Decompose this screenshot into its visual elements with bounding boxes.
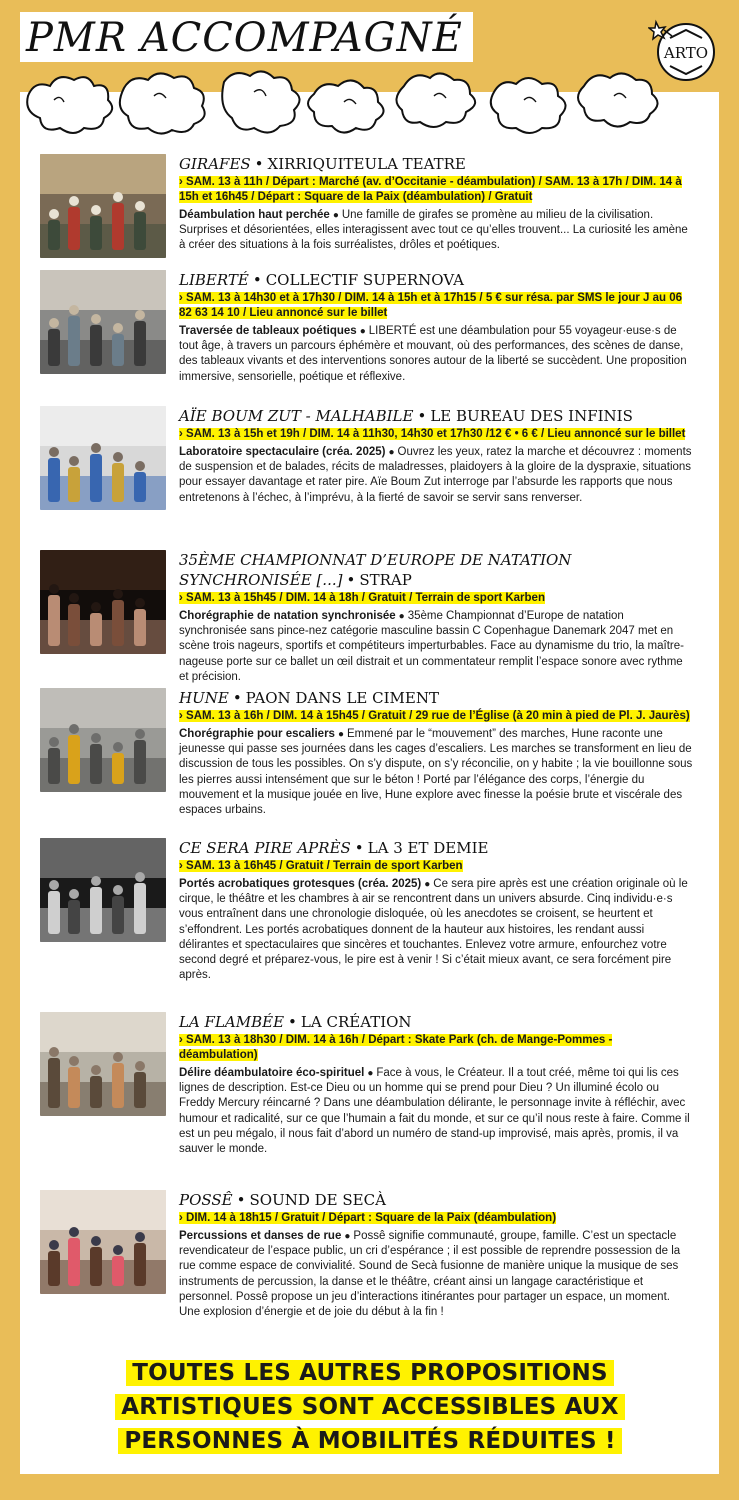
footer-line-3: PERSONNES À MOBILITÉS RÉDUITES ! — [118, 1428, 621, 1454]
event-photo — [40, 270, 166, 374]
event-description — [179, 609, 694, 685]
footer-line-1: TOUTES LES AUTRES PROPOSITIONS — [126, 1360, 614, 1386]
schedule-text: › SAM. 13 à 14h30 et à 17h30 / DIM. 14 à 15h et à 17h15 / 5 € sur résa. par SMS le jour J au 06 82 63 14 10 / Lieu annoncé sur le billet — [179, 292, 683, 319]
company-name: PAON DANS LE CIMENT — [245, 689, 439, 707]
event-text — [179, 154, 694, 254]
logo-text: ARTO — [663, 44, 709, 62]
schedule-text: › SAM. 13 à 18h30 / DIM. 14 à 16h / Départ : Skate Park (ch. de Mange-Pommes - déambulation) — [179, 1034, 613, 1061]
show-title: POSSÊ — [179, 1191, 233, 1209]
event-title — [179, 838, 694, 858]
description-text: Une famille de girafes se promène au milieu de la civilisation. Surprises et désorientées, elles interagissent avec tout ce qu’elles trouvent... La curiosité les amène à créer des situations à la fois surréalistes, drôles et poétiques. — [179, 209, 688, 252]
event-photo — [40, 688, 166, 792]
event-schedule — [179, 291, 694, 321]
event-schedule — [179, 709, 694, 724]
event-photo — [40, 1190, 166, 1294]
bullet-icon: ● — [344, 1231, 351, 1242]
event-title — [179, 1190, 694, 1210]
event-text — [179, 688, 694, 818]
title-separator: • — [254, 155, 264, 173]
bullet-icon: ● — [367, 1068, 374, 1079]
event-kind: Délire déambulatoire éco-spirituel — [179, 1067, 365, 1079]
arto-logo — [648, 16, 720, 88]
event-schedule — [179, 591, 694, 606]
show-title: HUNE — [179, 689, 229, 707]
schedule-text: › SAM. 13 à 15h et 19h / DIM. 14 à 11h30, 14h30 et 17h30 /12 € • 6 € / Lieu annoncé sur le billet — [179, 428, 686, 440]
event-kind: Traversée de tableaux poétiques — [179, 325, 357, 337]
event-schedule — [179, 859, 694, 874]
title-separator: • — [232, 689, 242, 707]
event-title — [179, 1012, 694, 1032]
company-name: LE BUREAU DES INFINIS — [430, 407, 633, 425]
company-name: STRAP — [359, 571, 412, 589]
event-schedule — [179, 427, 694, 442]
bullet-icon: ● — [337, 729, 344, 740]
schedule-text: › SAM. 13 à 11h / Départ : Marché (av. d’Occitanie - déambulation) / SAM. 13 à 17h / DIM. 14 à 15h et 16h45 / Départ : Square de la Paix (déambulation) / Gratuit — [179, 176, 682, 203]
company-name: XIRRIQUITEULA TEATRE — [267, 155, 466, 173]
company-name: SOUND DE SECÀ — [249, 1191, 386, 1209]
event-description — [179, 1229, 694, 1320]
event-photo — [40, 1012, 166, 1116]
description-text: Face à vous, le Créateur. Il a tout créé, même toi qui lis ces lignes de description. Est-ce Dieu ou un homme qui se prend pour Dieu ? Un illuminé écolo ou Freddy Mercury réincarné ? Dans une déambulation délirante, le personnage invite à réfléchir, avec humour et radicalité, sur ce que l’humain a fait du monde, et sur ce qu’il nous reste à faire. Comme il est un peu mégalo, il nous fait d’abord un numéro de stand-up improvisé, mais après, promis, il va sauver le monde. — [179, 1067, 690, 1156]
event-description — [179, 877, 694, 983]
title-separator: • — [417, 407, 427, 425]
bullet-icon: ● — [398, 611, 405, 622]
event-kind: Chorégraphie de natation synchronisée — [179, 610, 396, 622]
event-kind: Déambulation haut perchée — [179, 209, 330, 221]
show-title: CE SERA PIRE APRÈS — [179, 839, 351, 857]
event-photo — [40, 406, 166, 510]
event-kind: Percussions et danses de rue — [179, 1230, 342, 1242]
event-description — [179, 324, 694, 385]
event-photo — [40, 154, 166, 258]
title-separator: • — [346, 571, 356, 589]
event-title — [179, 550, 694, 590]
show-title: LA FLAMBÉE — [179, 1013, 285, 1031]
event-description — [179, 1066, 694, 1157]
event-text — [179, 838, 694, 983]
event-kind: Portés acrobatiques grotesques (créa. 2025) — [179, 878, 422, 890]
bullet-icon: ● — [388, 447, 395, 458]
event-title — [179, 406, 694, 426]
show-title: GIRAFES — [179, 155, 251, 173]
bullet-icon: ● — [424, 879, 431, 890]
company-name: COLLECTIF SUPERNOVA — [265, 271, 464, 289]
description-text: Emmené par le “mouvement” des marches, Hune raconte une jeunesse qui passe ses journées dans les cages d’escaliers. Les marches se transforment en lieu de discussion de tous les possibles. On s’y dispute, on s’y réconcilie, on y habite ; la vie bouillonne sous les pierres aussi intensément que sur le béton ! Porté par l’élégance des corps, l’énergie du mouvement et la musique jouée en live, Hune explore avec finesse la poésie brute et viscérale des espaces urbains. — [179, 728, 693, 817]
event-description — [179, 445, 694, 506]
title-separator: • — [354, 839, 364, 857]
event-title — [179, 154, 694, 174]
event-text — [179, 270, 694, 385]
bullet-icon: ● — [332, 210, 339, 221]
company-name: LA CRÉATION — [300, 1013, 412, 1031]
event-text — [179, 406, 694, 506]
event-photo — [40, 838, 166, 942]
description-text: Possê signifie communauté, groupe, famille. C’est un spectacle revendicateur de l’espace public, un cri d’espérance ; il est possible de reprendre possession de la rue comme espace de convivialité. Sound de Secà fusionne de manière unique la musique de ses instruments de percussion, la danse et le théâtre, créant ainsi un langage caractéristique et personnel. Possê propose un jeu d’interactions itinérantes pour partager un espace, un moment. Une explosion d’énergie et de joie du début à la fin ! — [179, 1230, 681, 1319]
event-schedule — [179, 175, 694, 205]
event-title — [179, 688, 694, 708]
event-description — [179, 727, 694, 818]
event-text — [179, 1012, 694, 1157]
footer-line-2: ARTISTIQUES SONT ACCESSIBLES AUX — [115, 1394, 624, 1420]
event-schedule — [179, 1211, 694, 1226]
schedule-text: › SAM. 13 à 16h45 / Gratuit / Terrain de sport Karben — [179, 860, 463, 872]
description-text: Ce sera pire après est une création originale où le cirque, le théâtre et les chambres à air se rencontrent dans un univers absurde. Cinq individu·e·s vous entraînent dans une chronologie disloquée, où les anecdotes se croisent, se heurtent et s’effondrent. Les portés acrobatiques donnent de la hauteur aux histoires, les rendant aussi délirantes et spectaculaires que sincères et touchantes. Enlevez votre armure, enfourchez votre second degré et préparez-vous, le pire est à venir ! Si c’était mieux avant, ce sera forcément pire après. — [179, 878, 688, 982]
show-title: AÏE BOUM ZUT - MALHABILE — [179, 407, 414, 425]
show-title: 35ÈME CHAMPIONNAT D’EUROPE DE NATATION SYNCHRONISÉE [...] — [179, 551, 572, 589]
title-separator: • — [252, 271, 262, 289]
accessibility-footer — [60, 1356, 680, 1458]
event-text — [179, 1190, 694, 1320]
event-description — [179, 208, 694, 254]
schedule-text: › SAM. 13 à 16h / DIM. 14 à 15h45 / Gratuit / 29 rue de l’Église (à 20 min à pied de Pl. J. Jaurès) — [179, 710, 690, 722]
decorative-clouds — [24, 56, 704, 146]
description-text: LIBERTÉ est une déambulation pour 55 voyageur·euse·s de tout âge, à travers un parcours éphémère et mouvant, où des performances, des scènes de danse, des tableaux vivants et des interventions sonores autour de la liberté se succèdent. Une proposition immersive, sensorielle, poétique et réflexive. — [179, 325, 687, 383]
schedule-text: › SAM. 13 à 15h45 / DIM. 14 à 18h / Gratuit / Terrain de sport Karben — [179, 592, 545, 604]
company-name: LA 3 ET DEMIE — [367, 839, 489, 857]
event-text — [179, 550, 694, 685]
show-title: LIBERTÉ — [179, 271, 249, 289]
title-separator: • — [236, 1191, 246, 1209]
event-photo — [40, 550, 166, 654]
event-title — [179, 270, 694, 290]
event-schedule — [179, 1033, 694, 1063]
schedule-text: › DIM. 14 à 18h15 / Gratuit / Départ : Square de la Paix (déambulation) — [179, 1212, 557, 1224]
description-text: 35ème Championnat d’Europe de natation synchronisée sans pince-nez catégorie masculine bassin C Copenhague Danemark 2047 met en scène trois nageurs, sportifs et compétiteurs imperturbables. Face au dynamisme du trio, la maître-nageuse porte sur ce ballet un œil distrait et un commentateur remplit l’espace sonore avec rythme et précision. — [179, 610, 684, 683]
event-kind: Laboratoire spectaculaire (créa. 2025) — [179, 446, 386, 458]
event-kind: Chorégraphie pour escaliers — [179, 728, 335, 740]
description-text: Ouvrez les yeux, ratez la marche et découvrez : moments de suspension et de balades, récits de maladresses, plaidoyers à la gloire de la dyspraxie, situations pour essayer davantage et rater pire. Aïe Boum Zut interroge par l’absurde les rapports que nous entretenons à l’échec, à l’imprévu, à la fierté de savoir se servir sans renverser. — [179, 446, 692, 504]
page-title: PMR ACCOMPAGNÉ — [20, 12, 473, 62]
title-separator: • — [288, 1013, 297, 1031]
bullet-icon: ● — [359, 326, 366, 337]
